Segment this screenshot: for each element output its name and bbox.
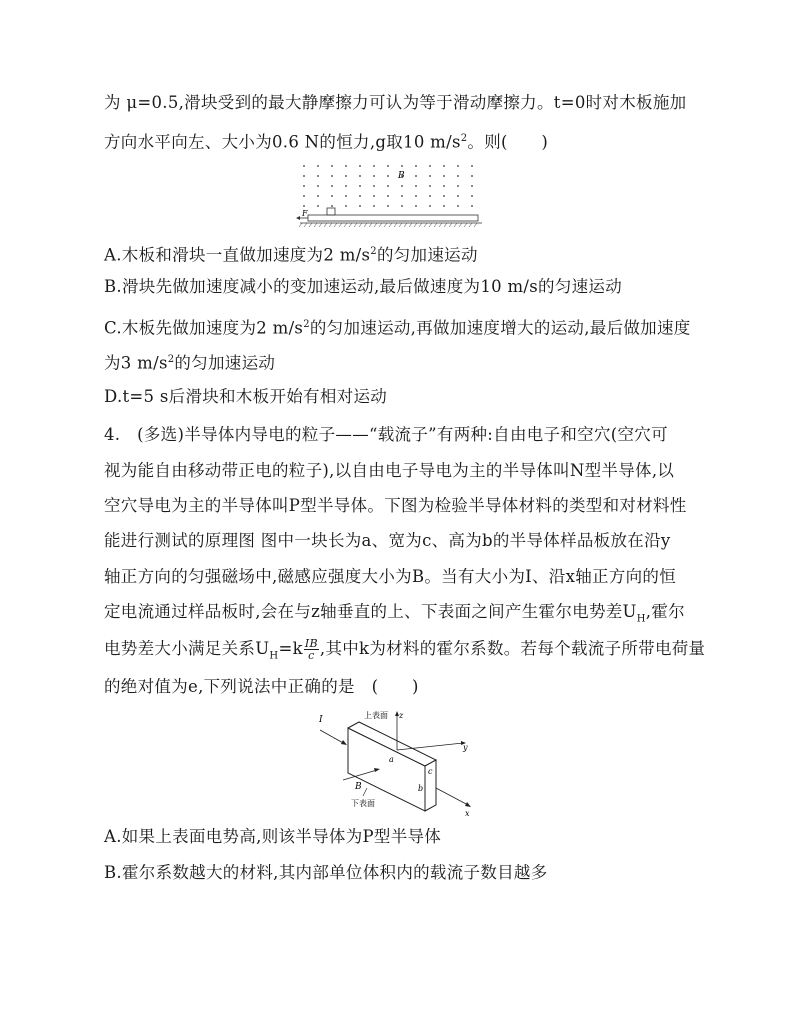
- field-dot: [401, 165, 403, 167]
- field-dot: [471, 195, 473, 197]
- hall-effect-figure: [315, 708, 485, 818]
- field-dot: [359, 195, 361, 197]
- field-dot: [471, 175, 473, 177]
- field-dot: [429, 205, 431, 207]
- field-dot: [373, 175, 375, 177]
- field-dot: [317, 185, 319, 187]
- field-dot: [331, 205, 333, 207]
- field-dot: [303, 195, 305, 197]
- q4-option-b: B.霍尔系数越大的材料,其内部单位体积内的载流子数目越多: [104, 863, 548, 882]
- field-dot: [317, 165, 319, 167]
- question-4-line: 定电流通过样品板时,会在与z轴垂直的上、下表面之间产生霍尔电势差$U_H$,霍尔: [104, 602, 685, 625]
- field-dot: [429, 195, 431, 197]
- field-dot: [331, 175, 333, 177]
- field-dot: [443, 165, 445, 167]
- board: [308, 215, 478, 221]
- field-dot: [331, 185, 333, 187]
- x-axis-label: x: [465, 809, 470, 818]
- width-label-c: c: [428, 767, 433, 776]
- field-dot: [303, 165, 305, 167]
- force-label-f: F: [302, 209, 308, 218]
- field-dot: [317, 175, 319, 177]
- field-dot: [415, 165, 417, 167]
- field-dot: [387, 175, 389, 177]
- field-dot: [373, 205, 375, 207]
- field-dot: [429, 185, 431, 187]
- option-b: B.滑块先做加速度减小的变加速运动,最后做速度为10 m/s的匀速运动: [104, 277, 623, 296]
- y-axis-label: y: [463, 743, 468, 752]
- hall-fraction: $\frac{IB}{c}$: [304, 637, 318, 662]
- field-dot: [331, 195, 333, 197]
- field-dot: [373, 195, 375, 197]
- q4-option-a: A.如果上表面电势高,则该半导体为P型半导体: [104, 827, 442, 846]
- option-c-cont: 为3 $m/s^2$的匀加速运动: [104, 353, 276, 373]
- field-label-b: B: [355, 782, 362, 792]
- length-label-a: a: [389, 755, 394, 764]
- field-dot: [359, 185, 361, 187]
- field-dot: [401, 205, 403, 207]
- text-line: 方向水平向左、大小为0.6 N的恒力,g取10 $m/s^2$。则( ): [104, 132, 549, 152]
- field-dot: [457, 185, 459, 187]
- field-dot: [345, 165, 347, 167]
- field-dot: [387, 195, 389, 197]
- question-4-line: 视为能自由移动带正电的粒子),以自由电子导电为主的半导体叫N型半导体,以: [104, 461, 675, 480]
- question-4-line: 电势差大小满足关系$U_H=k$ $\frac{IB}{c}$ ,其中k为材料的霍尔系数。若每个载流子所带电荷量: [104, 637, 706, 662]
- field-dot: [443, 195, 445, 197]
- field-dot: [387, 205, 389, 207]
- top-surface-label: 上表面: [364, 711, 388, 720]
- field-dot: [387, 165, 389, 167]
- question-4-line: 能进行测试的原理图 图中一块长为a、宽为c、高为b的半导体样品板放在沿y: [104, 531, 671, 550]
- field-dot: [387, 185, 389, 187]
- height-label-b: b: [418, 784, 424, 793]
- field-dot: [443, 205, 445, 207]
- field-dot: [359, 175, 361, 177]
- field-label-b: B: [398, 171, 405, 181]
- field-dot: [317, 195, 319, 197]
- field-dot: [345, 205, 347, 207]
- field-dot: [331, 165, 333, 167]
- field-dot: [373, 165, 375, 167]
- current-label: I: [319, 715, 323, 725]
- field-dot: [345, 195, 347, 197]
- text-line: 为 μ=0.5,滑块受到的最大静摩擦力可认为等于滑动摩擦力。t=0时对木板施加: [104, 93, 687, 112]
- field-dot: [345, 175, 347, 177]
- board-field-figure: [290, 160, 490, 230]
- option-c: C.木板先做加速度为2 $m/s^2$的匀加速运动,再做加速度增大的运动,最后做加速度: [104, 318, 691, 338]
- field-dot: [401, 195, 403, 197]
- field-dot: [415, 185, 417, 187]
- bottom-surface-label: 下表面: [351, 799, 375, 808]
- slider-block: [327, 208, 335, 215]
- field-dot: [457, 195, 459, 197]
- question-4-line: 的绝对值为e,下列说法中正确的是 ( ): [104, 677, 419, 696]
- field-dot: [471, 165, 473, 167]
- field-dot: [415, 195, 417, 197]
- option-a: A.木板和滑块一直做加速度为2 $m/s^2$的匀加速运动: [104, 245, 478, 265]
- field-dot: [415, 175, 417, 177]
- field-dot: [457, 165, 459, 167]
- option-d: D.t=5 s后滑块和木板开始有相对运动: [104, 387, 388, 406]
- field-dot: [401, 185, 403, 187]
- field-dot: [457, 175, 459, 177]
- field-dot: [359, 165, 361, 167]
- field-dot: [345, 185, 347, 187]
- field-dot: [359, 205, 361, 207]
- field-dot: [303, 205, 305, 207]
- field-dot: [429, 175, 431, 177]
- field-dot: [429, 165, 431, 167]
- field-dot: [443, 175, 445, 177]
- z-axis-label: z: [399, 711, 404, 720]
- question-4-line: 4. (多选)半导体内导电的粒子——“载流子”有两种:自由电子和空穴(空穴可: [104, 425, 668, 444]
- field-dot: [471, 185, 473, 187]
- field-dot: [457, 205, 459, 207]
- question-4-line: 空穴导电为主的半导体叫P型半导体。下图为检验半导体材料的类型和对材料性: [104, 496, 687, 515]
- field-dot: [303, 185, 305, 187]
- field-dot: [303, 175, 305, 177]
- field-dot: [415, 205, 417, 207]
- field-dot: [317, 205, 319, 207]
- field-dot: [443, 185, 445, 187]
- field-dot: [373, 185, 375, 187]
- field-dot: [471, 205, 473, 207]
- question-4-line: 轴正方向的匀强磁场中,磁感应强度大小为B。当有大小为I、沿x轴正方向的恒: [104, 567, 676, 586]
